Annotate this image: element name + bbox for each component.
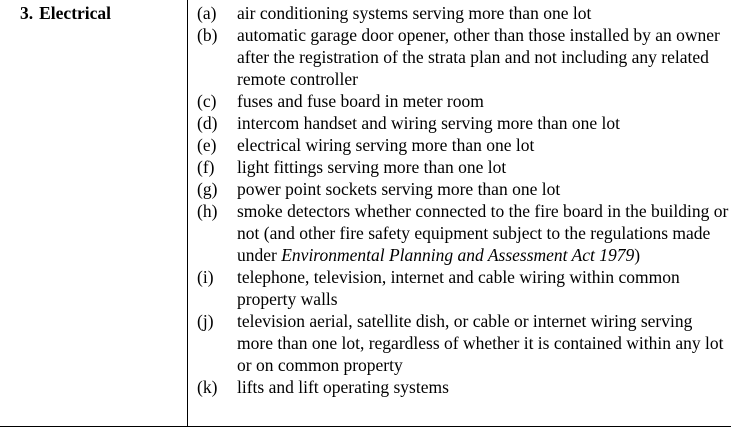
- list-item-d: [197, 112, 729, 134]
- item-text: air conditioning systems serving more than one lot: [237, 3, 592, 23]
- item-label: (k): [197, 377, 218, 397]
- item-text-before: smoke detectors whether connected to the fire board in the building or not (and other fire safety equipment subject to the regulations made under: [237, 201, 729, 265]
- list-item-k: [197, 376, 729, 398]
- item-text: automatic garage door opener, other than those installed by an owner after the registration of the strata plan and not including any related remote controller: [237, 25, 720, 89]
- list-item-i: [197, 266, 729, 310]
- item-label: (b): [197, 25, 218, 45]
- section-heading: [20, 2, 111, 24]
- item-label: (d): [197, 113, 218, 133]
- act-title: Environmental Planning and Assessment Act 1979: [281, 245, 635, 265]
- list-item-e: [197, 134, 729, 156]
- section-number: 3.: [20, 3, 34, 23]
- item-text: power point sockets serving more than one lot: [237, 179, 561, 199]
- list-item-a: [197, 2, 729, 24]
- item-text: fuses and fuse board in meter room: [237, 91, 484, 111]
- list-item-g: [197, 178, 729, 200]
- item-label: (c): [197, 91, 217, 111]
- item-label: (g): [197, 179, 218, 199]
- item-label: (j): [197, 311, 214, 331]
- list-item-j: [197, 310, 729, 376]
- item-label: (e): [197, 135, 217, 155]
- list-item-f: [197, 156, 729, 178]
- list-item-c: [197, 90, 729, 112]
- item-label: (a): [197, 3, 217, 23]
- item-text: electrical wiring serving more than one lot: [237, 135, 535, 155]
- item-label: (h): [197, 201, 218, 221]
- item-text: telephone, television, internet and cable wiring within common property walls: [237, 267, 680, 309]
- item-list: [197, 2, 729, 398]
- item-text: television aerial, satellite dish, or cable or internet wiring serving more than one lot, regardless of whether it is contained within any lot or on common property: [237, 311, 724, 375]
- column-divider: [187, 0, 188, 427]
- item-text: lifts and lift operating systems: [237, 377, 449, 397]
- bottom-rule: [0, 426, 731, 427]
- item-text: [237, 200, 729, 266]
- item-label: (f): [197, 157, 215, 177]
- item-text: intercom handset and wiring serving more than one lot: [237, 113, 620, 133]
- item-text: light fittings serving more than one lot: [237, 157, 507, 177]
- item-label: (i): [197, 267, 214, 287]
- list-item-h: [197, 200, 729, 266]
- list-item-b: [197, 24, 729, 90]
- item-text-after: ): [634, 245, 641, 265]
- section-title: Electrical: [39, 3, 112, 23]
